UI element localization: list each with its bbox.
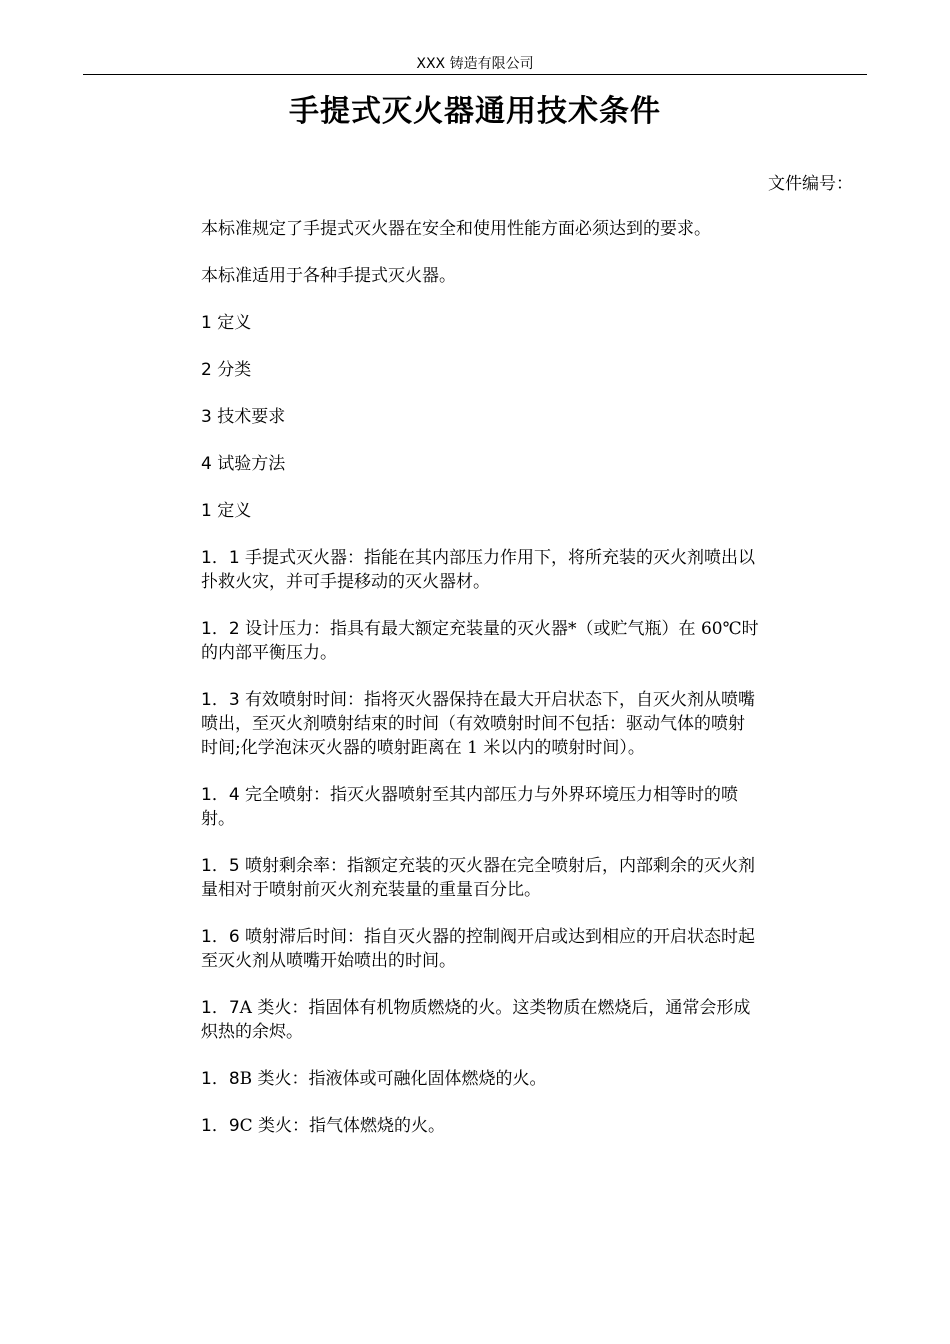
header-divider bbox=[83, 74, 867, 75]
paragraph-applicability: 本标准适用于各种手提式灭火器。 bbox=[201, 266, 456, 286]
definition-1-9: 1．9C 类火：指气体燃烧的火。 bbox=[201, 1116, 446, 1136]
definition-1-1: 1．1 手提式灭火器：指能在其内部压力作用下，将所充装的灭火剂喷出以扑救火灾，并可手提移动的灭火器材。 bbox=[201, 548, 756, 592]
paragraph-scope: 本标准规定了手提式灭火器在安全和使用性能方面必须达到的要求。 bbox=[201, 219, 711, 239]
definition-1-7: 1．7A 类火：指固体有机物质燃烧的火。这类物质在燃烧后，通常会形成炽热的余烬。 bbox=[201, 998, 751, 1042]
document-body bbox=[201, 217, 761, 1161]
toc-item-test-methods: 4 试验方法 bbox=[201, 454, 286, 474]
toc-item-requirements: 3 技术要求 bbox=[201, 407, 286, 427]
document-title: 手提式灭火器通用技术条件 bbox=[289, 94, 661, 129]
definition-1-2: 1．2 设计压力：指具有最大额定充装量的灭火器*（或贮气瓶）在 60℃时的内部平衡压力。 bbox=[201, 619, 759, 663]
definition-1-6: 1．6 喷射滞后时间：指自灭火器的控制阀开启或达到相应的开启状态时起至灭火剂从喷嘴开始喷出的时间。 bbox=[201, 927, 756, 971]
definition-1-4: 1．4 完全喷射：指灭火器喷射至其内部压力与外界环境压力相等时的喷射。 bbox=[201, 785, 739, 829]
toc-item-classification: 2 分类 bbox=[201, 360, 252, 380]
section-heading-definitions: 1 定义 bbox=[201, 501, 252, 521]
definition-1-8: 1．8B 类火：指液体或可融化固体燃烧的火。 bbox=[201, 1069, 547, 1089]
definition-1-5: 1．5 喷射剩余率：指额定充装的灭火器在完全喷射后，内部剩余的灭火剂量相对于喷射前灭火剂充装量的重量百分比。 bbox=[201, 856, 756, 900]
document-number-label: 文件编号： bbox=[768, 174, 853, 194]
definition-1-3: 1．3 有效喷射时间：指将灭火器保持在最大开启状态下，自灭火剂从喷嘴喷出，至灭火剂喷射结束的时间（有效喷射时间不包括：驱动气体的喷射时间;化学泡沫灭火器的喷射距离在 1 米以内的喷射时间）。 bbox=[201, 690, 756, 758]
toc-item-definitions: 1 定义 bbox=[201, 313, 252, 333]
header-company-name: XXX 铸造有限公司 bbox=[416, 56, 534, 72]
